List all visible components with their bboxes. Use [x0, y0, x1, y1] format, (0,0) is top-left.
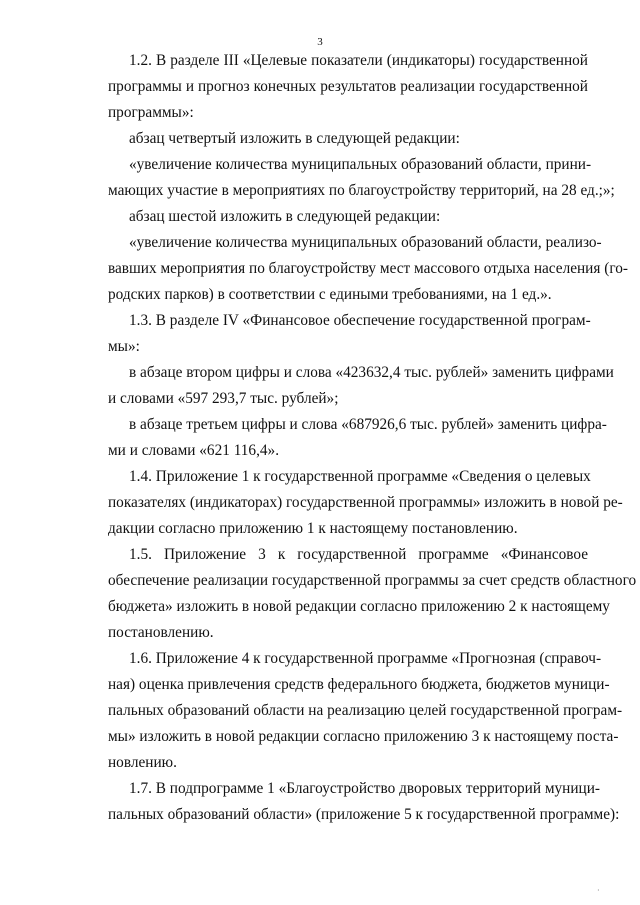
text-line: родских парков) в соответствии с едиными требованиями, на 1 ед.».	[108, 286, 552, 303]
text-line: мы»:	[108, 338, 140, 355]
text-line: мающих участие в мероприятиях по благоустройству территорий, на 28 ед.;»;	[108, 182, 615, 199]
text-line: 1.5. Приложение 3 к государственной программе «Финансовое	[129, 546, 588, 563]
text-line: ми и словами «621 116,4».	[108, 442, 280, 459]
text-line: в абзаце втором цифры и слова «423632,4 тыс. рублей» заменить цифрами	[129, 364, 614, 381]
text-line: 1.7. В подпрограмме 1 «Благоустройство дворовых территорий муници-	[129, 780, 601, 797]
text-line: показателях (индикаторах) государственной программы» изложить в новой ре-	[108, 494, 623, 511]
text-line: постановлению.	[108, 624, 214, 641]
text-line: новлению.	[108, 754, 177, 771]
text-line: программы»:	[108, 104, 194, 121]
text-line: дакции согласно приложению 1 к настоящему постановлению.	[108, 520, 518, 537]
text-line: 1.6. Приложение 4 к государственной программе «Прогнозная (справоч-	[129, 650, 602, 667]
scan-mark: ·	[597, 886, 600, 895]
text-line: ная) оценка привлечения средств федерального бюджета, бюджетов муници-	[108, 676, 610, 693]
text-line: мы» изложить в новой редакции согласно приложению 3 к настоящему поста-	[108, 728, 619, 745]
text-line: программы и прогноз конечных результатов реализации государственной	[108, 78, 588, 95]
text-line: бюджета» изложить в новой редакции согласно приложению 2 к настоящему	[108, 598, 610, 615]
text-line: вавших мероприятия по благоустройству мест массового отдыха населения (го-	[108, 260, 628, 277]
text-line: «увеличение количества муниципальных образований области, реализо-	[129, 234, 602, 251]
text-line: пальных образований области» (приложение 5 к государственной программе):	[108, 806, 620, 823]
text-line: 1.3. В разделе IV «Финансовое обеспечение государственной програм-	[129, 312, 591, 329]
text-line: пальных образований области на реализацию целей государственной програм-	[108, 702, 623, 719]
text-line: абзац шестой изложить в следующей редакции:	[129, 208, 441, 225]
page-number: 3	[317, 36, 323, 48]
text-line: и словами «597 293,7 тыс. рублей»;	[108, 390, 339, 407]
text-line: 1.4. Приложение 1 к государственной программе «Сведения о целевых	[129, 468, 591, 485]
text-line: абзац четвертый изложить в следующей редакции:	[129, 130, 460, 147]
text-line: обеспечение реализации государственной программы за счет средств областного	[108, 572, 637, 589]
text-line: «увеличение количества муниципальных образований области, прини-	[129, 156, 592, 173]
text-line: в абзаце третьем цифры и слова «687926,6 тыс. рублей» заменить цифра-	[129, 416, 607, 433]
text-line: 1.2. В разделе III «Целевые показатели (индикаторы) государственной	[129, 52, 588, 69]
